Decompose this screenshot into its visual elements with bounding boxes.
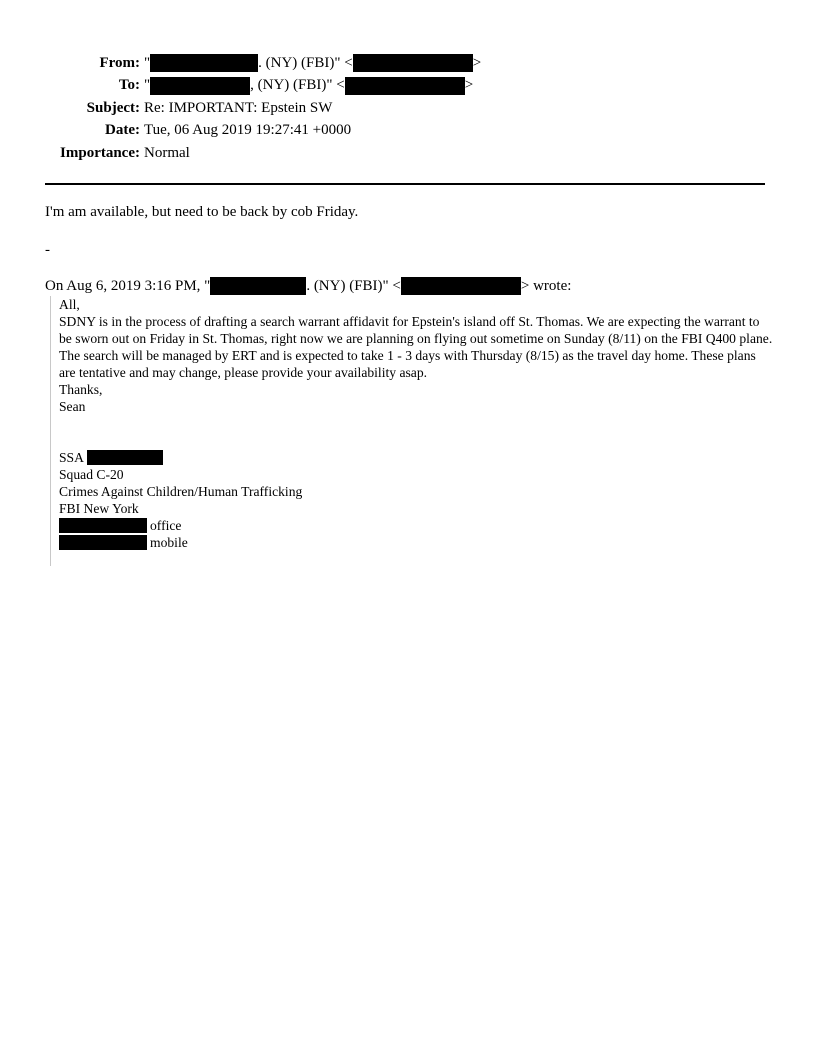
to-value (144, 77, 473, 95)
subject-label: Subject: (86, 99, 140, 116)
redaction-box (345, 77, 465, 95)
quote-thanks: Thanks, (59, 382, 103, 397)
signature-office-row (59, 517, 775, 534)
subject-row (0, 97, 816, 120)
subject-value: Re: IMPORTANT: Epstein SW (144, 99, 333, 116)
importance-value: Normal (144, 144, 190, 161)
signature-office-label: office (150, 518, 182, 533)
to-org: , (NY) (FBI)" < (250, 77, 345, 94)
to-close: > (464, 77, 474, 94)
from-label: From: (99, 54, 140, 71)
quote-paragraph: SDNY is in the process of drafting a search warrant affidavit for Epstein's island off St. Thomas. We are expecting the warrant to be sworn out on Friday in St. Thomas, right now we are planning on flying out sometime on Sunday (8/11) on the FBI Q400 plane. The search will be managed by ERT and is expected to take 1 - 3 days with Thursday (8/15) as the travel day home. These plans are tentative and may change, please provide your availability asap. (59, 314, 773, 380)
quote-intro (45, 277, 571, 295)
redaction-box (59, 518, 147, 533)
date-label: Date: (105, 122, 140, 139)
signature-unit: Crimes Against Children/Human Trafficking (59, 484, 303, 499)
redaction-box (150, 54, 258, 72)
to-quote: " (144, 77, 151, 94)
to-label: To: (118, 77, 140, 94)
signature-mobile-row (59, 534, 775, 551)
quoted-message (50, 296, 775, 566)
header-divider (45, 183, 765, 185)
signature-block (59, 449, 775, 551)
signature-squad: Squad C-20 (59, 467, 124, 482)
redaction-box (353, 54, 473, 72)
redaction-box (401, 277, 521, 295)
date-row (0, 120, 816, 143)
signature-title: SSA (59, 450, 84, 465)
from-row (0, 52, 816, 75)
quote-sender-name: Sean (59, 399, 86, 414)
email-header (0, 52, 816, 165)
from-close: > (472, 54, 482, 71)
redaction-box (210, 277, 306, 295)
from-org: . (NY) (FBI)" < (258, 54, 353, 71)
importance-label: Importance: (60, 144, 140, 161)
to-row (0, 75, 816, 98)
from-value (144, 54, 481, 72)
redaction-box (150, 77, 250, 95)
reply-body: I'm am available, but need to be back by cob Friday. (45, 204, 359, 220)
quote-intro-mid: . (NY) (FBI)" < (306, 277, 401, 294)
quote-greeting: All, (59, 297, 80, 312)
redaction-box (59, 535, 147, 550)
from-quote: " (144, 54, 151, 71)
date-value: Tue, 06 Aug 2019 19:27:41 +0000 (144, 122, 352, 139)
quote-intro-post: > wrote: (520, 277, 572, 294)
signature-title-row (59, 449, 775, 466)
quote-intro-pre: On Aug 6, 2019 3:16 PM, " (45, 277, 211, 294)
signature-office-name: FBI New York (59, 501, 139, 516)
importance-row (0, 142, 816, 165)
reply-separator: - (45, 242, 50, 258)
redaction-box (87, 450, 163, 465)
signature-mobile-label: mobile (150, 535, 188, 550)
